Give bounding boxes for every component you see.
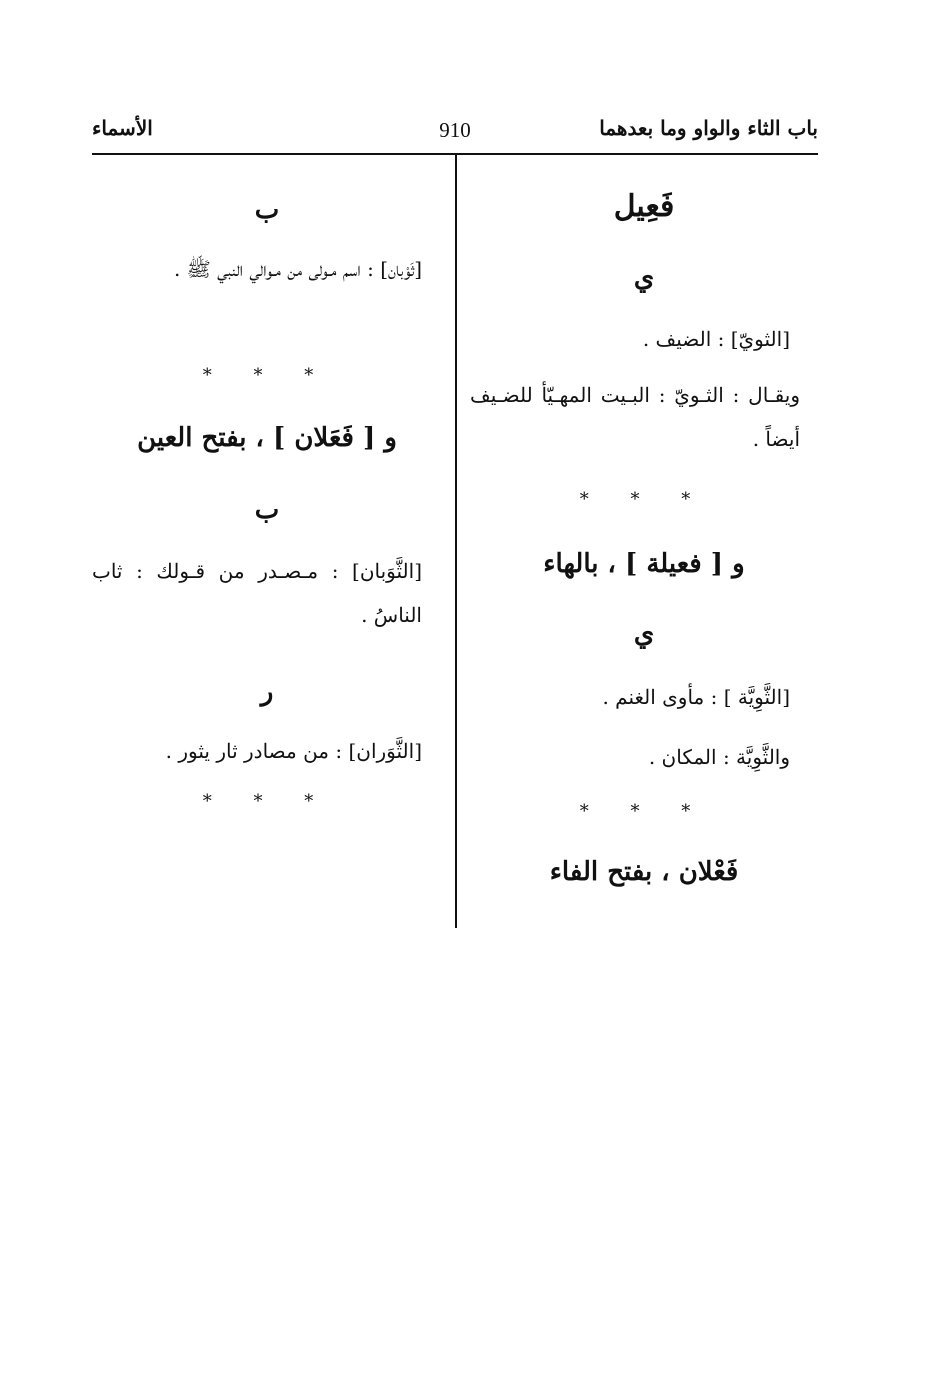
entry: والثَّوِيَّة : المكان . bbox=[648, 745, 790, 769]
root-letter: ب bbox=[254, 195, 280, 225]
entry: [ثَوْبان] : اسم مـولى من مـوالي النبي ﷺ . bbox=[173, 257, 422, 281]
chapter-title: باب الثاء والواو وما بعدهما bbox=[599, 116, 818, 140]
section-title: الأسماء bbox=[92, 116, 153, 140]
separator-stars: * * * bbox=[579, 489, 709, 510]
page-header bbox=[92, 112, 818, 152]
separator-stars: * * * bbox=[202, 365, 332, 386]
separator-stars: * * * bbox=[202, 791, 332, 812]
root-letter: ب bbox=[254, 495, 280, 525]
pattern-heading: و [ فَعَلان ] ، بفتح العين bbox=[137, 423, 397, 453]
pattern-heading: و [ فعيلة ] ، بالهاء bbox=[543, 549, 745, 579]
entry: [الثَّوَبان] : مـصـدر من قـولك : ثاب الناسُ . bbox=[92, 559, 422, 627]
entry: ويقـال : الثـويّ : البـيت المهـيّأ للضـيف أيضاً . bbox=[470, 383, 800, 451]
column-divider bbox=[455, 155, 457, 928]
page-number: 910 bbox=[439, 118, 471, 142]
pattern-heading: فَعْلان ، بفتح الفاء bbox=[549, 857, 739, 887]
entry: [الثويّ] : الضيف . bbox=[642, 327, 790, 351]
entry: [الثَّوِيَّة ] : مأوى الغنم . bbox=[602, 685, 790, 709]
entry: [الثَّوَران] : من مصادر ثار يثور . bbox=[165, 739, 422, 763]
root-letter: ي bbox=[633, 263, 655, 293]
separator-stars: * * * bbox=[579, 801, 709, 822]
pattern-heading: فَعِيل bbox=[613, 189, 675, 224]
root-letter: ي bbox=[633, 619, 655, 649]
root-letter: ر bbox=[260, 677, 274, 707]
